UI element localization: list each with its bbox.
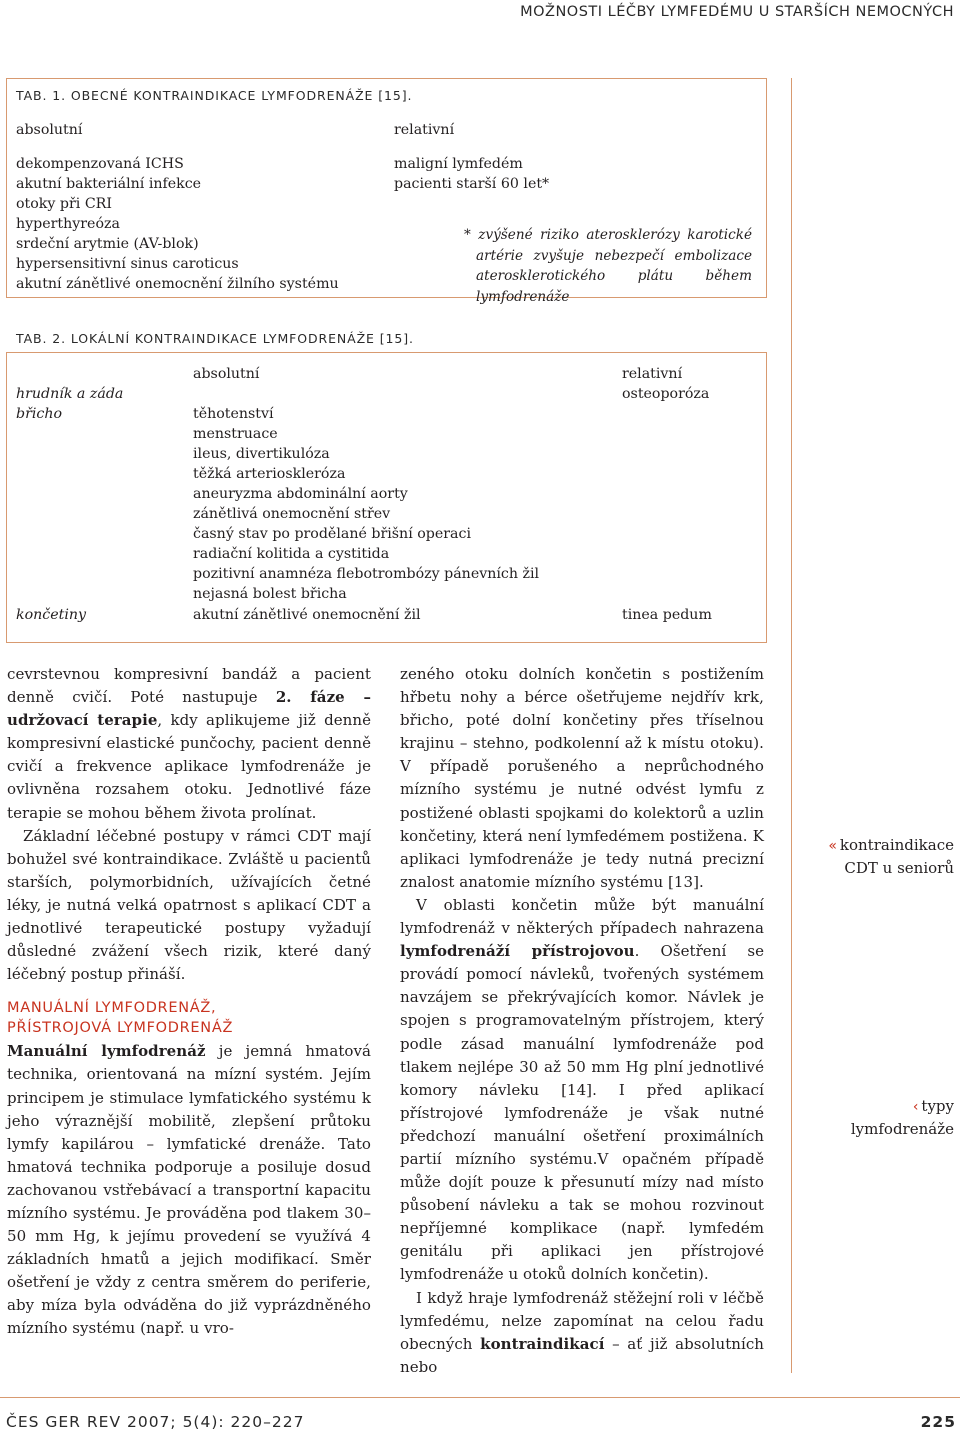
running-head: MOŽNOSTI LÉČBY LYMFEDÉMU U STARŠÍCH NEMOCNÝCH [520,4,954,20]
margin-rule [791,78,792,1373]
paragraph-text: – ať již absolutních nebo [400,1334,764,1376]
paragraph-text: I když hraje lymfodrenáž stěžejní roli v léčbě lymfedému, nelze zapomínat na celou řadu obecných [400,1288,764,1353]
table-2-caption: TAB. 2. LOKÁLNÍ KONTRAINDIKACE LYMFODRENÁŽE [15]. [16,331,414,346]
list-item: pozitivní anamnéza flebotrombózy pánevních žil [193,566,540,582]
paragraph-text: , kdy aplikujeme již denně kompresivní elastické punčochy, pacient denně cvičí a frekvence aplikace lymfodrenáže je ovlivněna rozsahem otoku. Jednotlivé fáze terapie se mohou během života prolínat. [7,711,371,822]
list-item: akutní bakteriální infekce [16,176,202,192]
table-2-region-chest: hrudník a záda [16,386,124,402]
table-1-absolute-column [16,120,376,294]
list-item: ileus, divertikulóza [193,446,330,462]
sidenote-types [851,1095,954,1140]
list-item: hypersensitivní sinus caroticus [16,256,239,272]
list-item: dekompenzovaná ICHS [16,156,184,172]
page-number: 225 [920,1413,956,1431]
bold-phrase: lymfodrenáží přístrojovou [400,942,635,961]
list-item: aneuryzma abdominální aorty [193,486,408,502]
table-2-relative-heading: relativní [622,366,683,382]
paragraph: zeného otoku dolních končetin s postižením hřbetu nohy a bérce ošetřujeme nejdřív krk, břicho, poté dolní končetiny přes tříselnou krajinu – stehno, podkolenní až k místu otoku). V případě porušeného a neprůchodného mízního systému je nutné odvést lymfu z postižené oblasti spojkami do kolektorů a uzlin končetiny, která není lymfedémem postižena. K aplikaci lymfodrenáže je tedy nutná precizní znalost anatomie mízního systému [13]. [400,665,764,891]
right-text-column [400,663,764,1379]
table-1-footnote: * zvýšené riziko aterosklerózy karotické artérie zvyšuje nebezpečí embolizace aterosklerotického plátu během lymfodrenáže [464,227,752,305]
paragraph-text: cevrstevnou kompresivní bandáž a pacient denně cvičí. Poté nastupuje [7,665,371,707]
table-1-relative-column [394,120,744,194]
table-2-relative-limbs: tinea pedum [622,607,712,623]
list-item: těhotenství [193,406,274,422]
table-2-absolute-limbs: akutní zánětlivé onemocnění žil [193,607,421,623]
list-item: akutní zánětlivé onemocnění žilního systému [16,276,339,292]
table-2-absolute-abdomen [193,404,613,604]
table-1-relative-heading: relativní [394,122,455,138]
bold-phrase: kontraindikací [480,1334,605,1353]
left-text-column [7,663,371,1341]
paragraph-text: V oblasti končetin může být manuální lymfodrenáž v některých případech nahrazena [400,895,764,938]
list-item: pacienti starší 60 let* [394,176,550,192]
list-item: otoky při CRI [16,196,112,212]
list-item: maligní lymfedém [394,156,523,172]
double-arrow-left-icon: « [828,838,837,854]
table-2-region-limbs: končetiny [16,607,87,623]
sidenote-text: lymfodrenáže [850,1120,954,1138]
sidenote-contraindications [828,834,954,879]
section-heading-line: PŘÍSTROJOVÁ LYMFODRENÁŽ [7,1020,234,1037]
table-2-absolute-heading: absolutní [193,366,260,382]
bold-phrase: 2. fáze – udržovací terapie [7,688,372,730]
list-item: hyperthyreóza [16,216,120,232]
arrow-left-icon: ‹ [912,1099,919,1115]
bold-phrase: Manuální lymfodrenáž [7,1042,206,1061]
sidenote-text: typy [921,1097,954,1115]
sidenote-text: CDT u seniorů [844,859,954,877]
footer-rule [0,1397,960,1398]
paragraph-text: . Ošetření se provádí pomocí návleků, tvořených systémem navzájem se překrývajících komor. Návlek je spojen s programovatelným přístrojem, který podle zásad manuální lymfodrenáže pod tlakem nejlépe 30 až 50 mm Hg plní jednotlivé komory návleku [14]. I před aplikací přístrojové lymfodrenáže je však nutné předchozí manuální ošetření proximálních partií mízního systému.V opačném případě může dojít pouze k přesunutí mízy nad místo působení návleku a tak se mohou rozvinout nepříjemné komplikace (např. lymfedém genitálu při aplikaci jen přístrojové lymfodrenáže u otoků dolních končetin). [400,942,765,1284]
list-item: zánětlivá onemocnění střev [193,506,391,522]
footer-citation: ČES GER REV 2007; 5(4): 220–227 [6,1413,305,1431]
paragraph-text: je jemná hmatová technika, orientovaná na mízní systém. Jejím principem je stimulace lymfatického systému k jeho výraznější mobilitě, zlepšení průtoku lymfy kapilárou – lymfatické drenáže. Tato hmatová technika podporuje a posiluje dosud zachovanou vstřebávací a transportní kapacitu mízního systému. Je prováděna pod tlakem 30–50 mm Hg, k jejímu provedení se využívá 4 základních hmatů a jejich modifikací. Směr ošetření je vždy z centra směrem do periferie, aby míza byla odváděna do již vyprázdněného mízního systému (např. u vro- [7,1042,371,1338]
table-1-caption: TAB. 1. OBECNÉ KONTRAINDIKACE LYMFODRENÁŽE [15]. [16,88,413,103]
paragraph: Základní léčebné postupy v rámci CDT mají bohužel své kontraindikace. Zvláště u pacientů starších, polymorbidních, užívajících četné léky, je nutná velká opatrnost s aplikací CDT a jednotlivé terapeutické postupy vyžadují důsledné zvážení všech rizik, které daný léčebný postup přináší. [7,826,371,984]
list-item: radiační kolitida a cystitida [193,546,390,562]
table-1-absolute-heading: absolutní [16,122,83,138]
sidenote-text: kontraindikace [839,836,954,854]
list-item: srdeční arytmie (AV-blok) [16,236,199,252]
list-item: těžká arterioskleróza [193,466,346,482]
list-item: časný stav po prodělané břišní operaci [193,526,471,542]
list-item: menstruace [193,426,278,442]
section-heading [7,998,371,1038]
list-item: nejasná bolest břicha [193,586,347,602]
table-2-relative-chest: osteoporóza [622,386,710,402]
table-2-region-abdomen: břicho [16,406,63,422]
section-heading-line: MANUÁLNÍ LYMFODRENÁŽ, [7,1000,217,1017]
